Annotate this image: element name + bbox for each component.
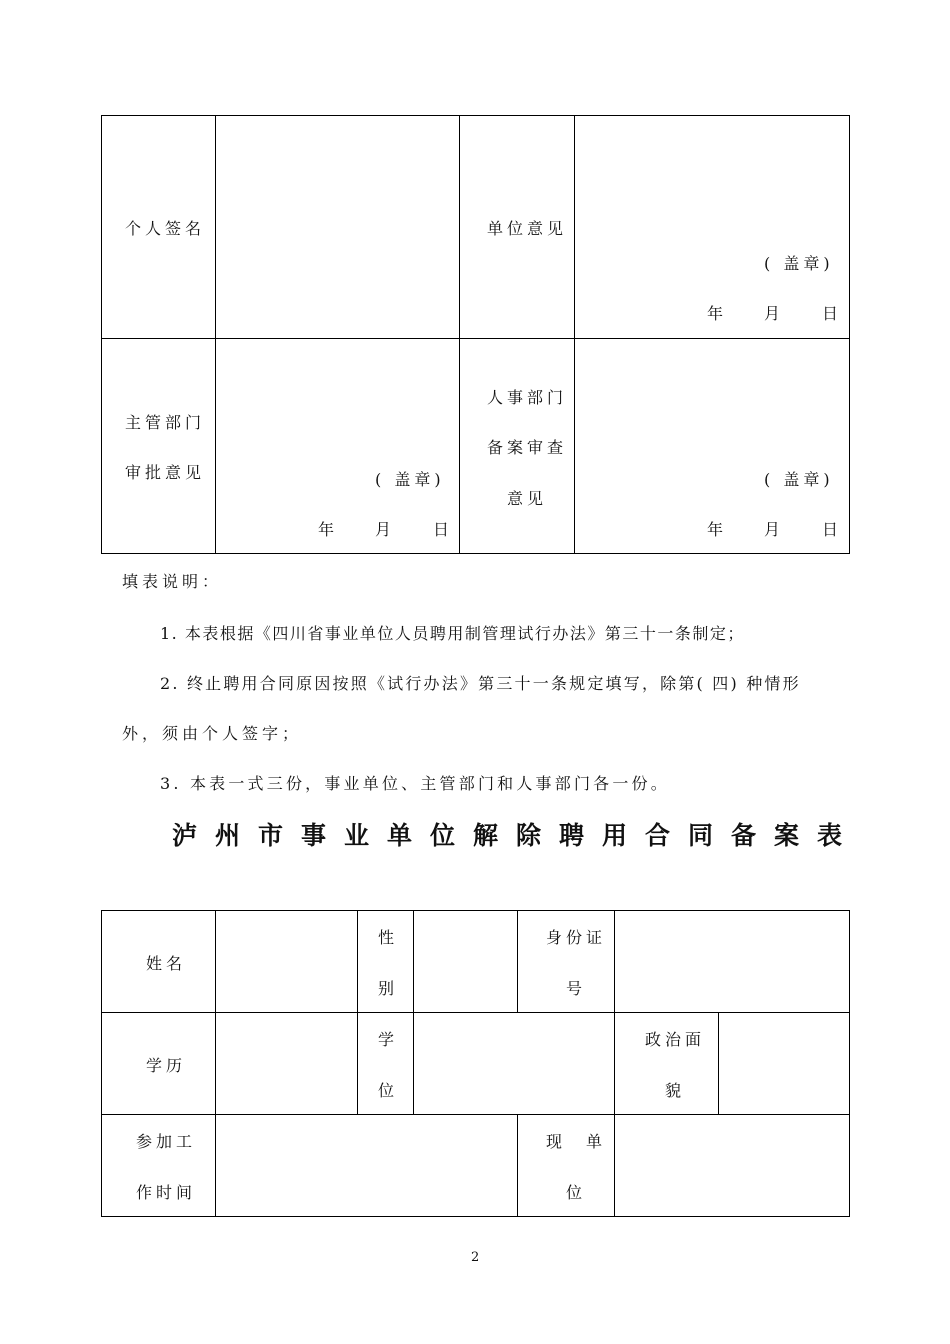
personal-signature-label: 个人签名	[125, 219, 206, 238]
political-status-label-2: 貌	[665, 1081, 686, 1100]
page-number: 2	[471, 1250, 480, 1265]
hr-date-year: 年	[707, 520, 728, 539]
current-unit-label-2: 位	[566, 1183, 587, 1202]
supervisor-date-day: 日	[433, 520, 454, 539]
hr-date-month: 月	[764, 520, 785, 539]
notes-item-3: 3. 本表一式三份，事业单位、主管部门和人事部门各一份。	[160, 774, 670, 793]
supervisor-opinion-field[interactable]	[217, 340, 458, 465]
work-start-field[interactable]	[217, 1116, 516, 1215]
notes-item-2-line1: 2. 终止聘用合同原因按照《试行办法》第三十一条规定填写，除第( 四) 种情形	[160, 674, 801, 693]
unit-date-month: 月	[764, 304, 785, 323]
degree-field[interactable]	[415, 1014, 613, 1113]
hr-seal-text: ( 盖章)	[764, 470, 834, 489]
notes-item-1: 1. 本表根据《四川省事业单位人员聘用制管理试行办法》第三十一条制定；	[160, 624, 745, 643]
hr-label-line3: 意见	[507, 489, 548, 508]
id-number-field[interactable]	[616, 912, 848, 1011]
current-unit-label-1: 现 单	[546, 1132, 607, 1151]
work-start-label-1: 参加工	[136, 1132, 197, 1151]
hr-label-line2: 备案审查	[487, 438, 568, 457]
hr-opinion-field[interactable]	[576, 340, 848, 465]
notes-item-2-line2: 外，须由个人签字；	[122, 724, 303, 743]
id-number-label-1: 身份证	[546, 928, 607, 947]
education-field[interactable]	[217, 1014, 356, 1113]
hr-date-day: 日	[822, 520, 843, 539]
name-field[interactable]	[217, 912, 356, 1011]
personal-signature-field[interactable]	[217, 117, 458, 337]
degree-label-2: 位	[378, 1081, 399, 1100]
supervisor-date-month: 月	[375, 520, 396, 539]
education-label: 学历	[146, 1056, 187, 1075]
gender-field[interactable]	[415, 912, 516, 1011]
supervisor-seal-text: ( 盖章)	[375, 470, 445, 489]
gender-label-1: 性	[378, 928, 399, 947]
name-label: 姓名	[146, 954, 187, 973]
unit-date-year: 年	[707, 304, 728, 323]
form-title: 泸州市事业单位解除聘用合同备案表	[172, 821, 861, 850]
unit-opinion-label: 单位意见	[487, 219, 568, 238]
supervisor-label-line2: 审批意见	[125, 463, 206, 482]
hr-label-line1: 人事部门	[487, 388, 568, 407]
degree-label-1: 学	[378, 1030, 399, 1049]
political-status-field[interactable]	[720, 1014, 848, 1113]
notes-heading: 填表说明：	[122, 572, 223, 591]
supervisor-date-year: 年	[318, 520, 339, 539]
political-status-label-1: 政治面	[645, 1030, 706, 1049]
unit-opinion-field[interactable]	[576, 117, 848, 252]
gender-label-2: 别	[378, 979, 399, 998]
id-number-label-2: 号	[566, 979, 587, 998]
work-start-label-2: 作时间	[136, 1183, 197, 1202]
supervisor-label-line1: 主管部门	[125, 413, 206, 432]
current-unit-field[interactable]	[616, 1116, 848, 1215]
unit-seal-text: ( 盖章)	[764, 254, 834, 273]
unit-date-day: 日	[822, 304, 843, 323]
